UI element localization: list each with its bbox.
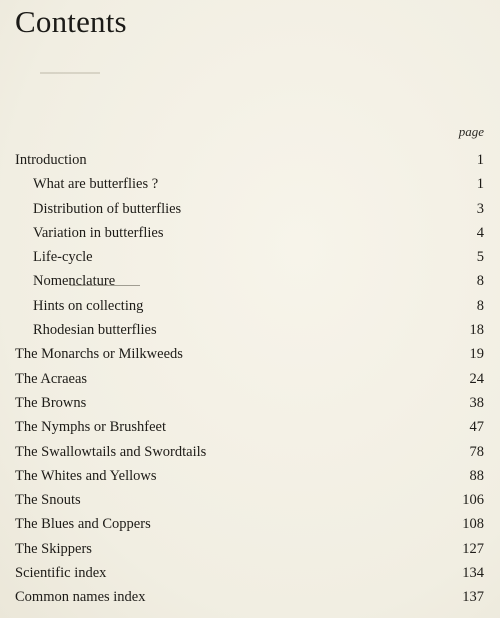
toc-entry-title: The Snouts bbox=[15, 492, 81, 509]
toc-entry-title: The Swallowtails and Swordtails bbox=[15, 443, 207, 460]
toc-entry-title: The Blues and Coppers bbox=[15, 516, 151, 533]
toc-entry-title: Variation in butterflies bbox=[33, 224, 164, 241]
toc-entry-title: Hints on collecting bbox=[33, 297, 144, 314]
toc-entry-page: 38 bbox=[469, 394, 484, 411]
paper-smudge bbox=[40, 72, 100, 74]
toc-entry-page: 1 bbox=[476, 176, 484, 193]
toc-entry bbox=[0, 512, 500, 536]
toc-entry bbox=[0, 367, 500, 391]
toc-entry bbox=[0, 245, 500, 269]
toc-entry bbox=[0, 318, 500, 342]
toc-entry-title: The Acraeas bbox=[15, 370, 88, 387]
toc-entry bbox=[0, 440, 500, 464]
toc-entry bbox=[0, 391, 500, 415]
toc-entry-page: 137 bbox=[462, 589, 484, 606]
toc-entry-page: 108 bbox=[462, 516, 484, 533]
toc-entry bbox=[0, 561, 500, 585]
toc-entry-page: 106 bbox=[462, 492, 484, 509]
toc-entry-title: Common names index bbox=[15, 589, 146, 606]
toc-entry-page: 4 bbox=[476, 224, 484, 241]
toc-entry-title: Introduction bbox=[15, 152, 87, 168]
toc-entry bbox=[0, 269, 500, 293]
toc-entry bbox=[0, 197, 500, 221]
toc-entry bbox=[0, 172, 500, 196]
toc-entry-page: 88 bbox=[469, 467, 484, 484]
toc-entry-page: 47 bbox=[469, 419, 484, 436]
toc-entry-page: 127 bbox=[462, 540, 484, 557]
toc-entry-page: 3 bbox=[476, 200, 484, 217]
page-title: Contents bbox=[15, 4, 127, 39]
toc-entry-title: Nomenclature bbox=[33, 273, 116, 290]
pencil-mark bbox=[70, 285, 140, 286]
toc-entry-title: Distribution of butterflies bbox=[33, 200, 182, 217]
toc-entry-page: 19 bbox=[469, 346, 484, 363]
toc-entry bbox=[0, 221, 500, 245]
table-of-contents bbox=[0, 148, 500, 610]
toc-entry-page: 18 bbox=[469, 322, 484, 339]
toc-entry-page: 134 bbox=[462, 565, 484, 582]
toc-entry-page: 1 bbox=[476, 152, 484, 168]
toc-entry bbox=[0, 342, 500, 366]
toc-entry bbox=[0, 294, 500, 318]
toc-entry-title: The Monarchs or Milkweeds bbox=[15, 346, 183, 363]
toc-entry bbox=[0, 464, 500, 488]
toc-entry-page: 5 bbox=[476, 249, 484, 266]
toc-entry-title: What are butterflies ? bbox=[33, 176, 159, 193]
toc-entry-title: The Nymphs or Brushfeet bbox=[15, 419, 167, 436]
toc-entry-title: Rhodesian butterflies bbox=[33, 322, 157, 339]
toc-entry-page: 8 bbox=[476, 297, 484, 314]
toc-entry-title: Life-cycle bbox=[33, 249, 93, 266]
toc-entry-title: The Whites and Yellows bbox=[15, 467, 157, 484]
toc-entry-page: 8 bbox=[476, 273, 484, 290]
toc-entry-title: The Skippers bbox=[15, 540, 92, 557]
toc-entry bbox=[0, 415, 500, 439]
toc-entry-title: Scientific index bbox=[15, 565, 107, 582]
toc-entry bbox=[0, 537, 500, 561]
toc-entry bbox=[0, 148, 500, 172]
toc-entry-page: 78 bbox=[469, 443, 484, 460]
toc-entry-page: 24 bbox=[469, 370, 484, 387]
toc-entry bbox=[0, 488, 500, 512]
toc-entry-title: The Browns bbox=[15, 394, 87, 411]
page-column-label: page bbox=[458, 124, 484, 139]
toc-entry bbox=[0, 585, 500, 609]
